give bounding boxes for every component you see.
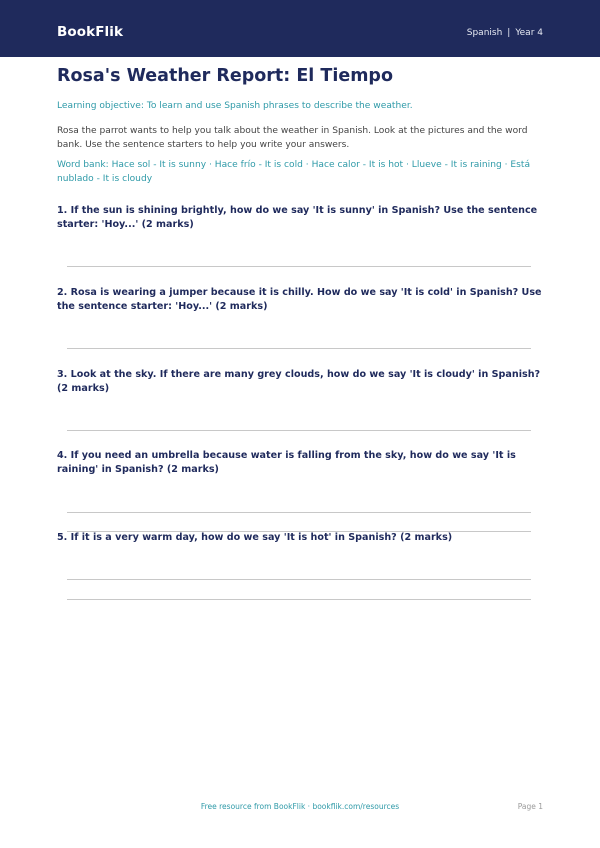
meta-separator: | <box>507 28 511 38</box>
answer-line-2[interactable] <box>67 348 531 349</box>
question-5: 5. If it is a very warm day, how do we say 'It is hot' in Spanish? (2 marks) <box>57 532 453 543</box>
brand-logo-text: BookFlik <box>57 24 124 40</box>
word-bank: Word bank: Hace sol - It is sunny · Hace frío - It is cold · Hace calor - It is hot · Llueve - It is raining · Está nublado - It is cloudy <box>57 160 531 184</box>
page-number: Page 1 <box>517 802 543 811</box>
answer-line-4a[interactable] <box>67 512 531 513</box>
answer-line-1[interactable] <box>67 266 531 267</box>
subject-label: Spanish <box>466 28 503 38</box>
header-bar <box>0 0 600 57</box>
worksheet-title: Rosa's Weather Report: El Tiempo <box>57 66 393 86</box>
year-label: Year 4 <box>515 28 543 38</box>
answer-line-5a[interactable] <box>67 579 531 580</box>
intro-paragraph: Rosa the parrot wants to help you talk about the weather in Spanish. Look at the pictures and the word bank. Use the sentence starters to help you write your answers. <box>57 126 528 150</box>
footer-credit[interactable]: Free resource from BookFlik · bookflik.com/resources <box>200 802 400 811</box>
subject-year-label <box>467 28 543 38</box>
question-1: 1. If the sun is shining brightly, how do we say 'It is sunny' in Spanish? Use the sentence starter: 'Hoy...' (2 marks) <box>57 205 538 230</box>
question-3: 3. Look at the sky. If there are many grey clouds, how do we say 'It is cloudy' in Spanish? (2 marks) <box>57 369 541 394</box>
answer-line-3[interactable] <box>67 430 531 431</box>
question-2: 2. Rosa is wearing a jumper because it is chilly. How do we say 'It is cold' in Spanish? Use the sentence starter: 'Hoy...' (2 marks) <box>57 287 542 312</box>
question-4: 4. If you need an umbrella because water is falling from the sky, how do we say 'It is raining' in Spanish? (2 marks) <box>57 450 516 475</box>
learning-objective: Learning objective: To learn and use Spanish phrases to describe the weather. <box>57 101 413 111</box>
answer-line-5b[interactable] <box>67 599 531 600</box>
